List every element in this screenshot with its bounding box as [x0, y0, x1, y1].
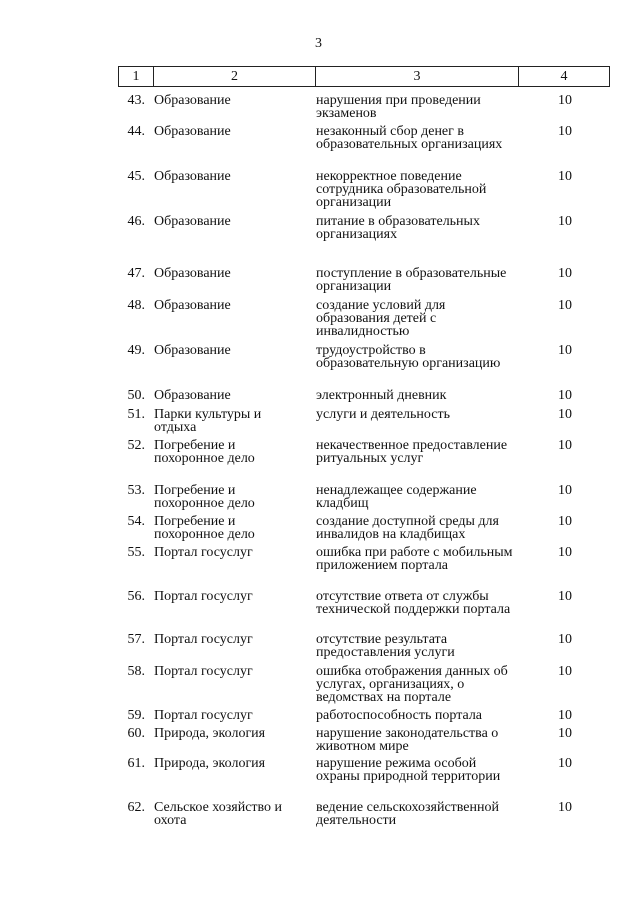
row-number: 51. [127, 407, 145, 422]
row-number: 57. [127, 632, 145, 647]
row-category: Погребение и похоронное дело [154, 514, 255, 542]
row-category: Образование [154, 343, 231, 358]
row-number: 56. [127, 589, 145, 604]
row-issue: отсутствие результата предоставления услуги [316, 632, 455, 660]
row-number: 62. [127, 800, 145, 815]
row-number: 61. [127, 756, 145, 771]
row-category: Портал госуслуг [154, 664, 253, 679]
row-issue: нарушение режима особой охраны природной территории [316, 756, 501, 784]
header-col-1: 1 [119, 67, 154, 87]
header-col-2: 2 [154, 67, 316, 87]
row-number: 46. [127, 214, 145, 229]
row-number: 43. [127, 93, 145, 108]
row-issue: незаконный сбор денег в образовательных организациях [316, 124, 503, 152]
row-category: Портал госуслуг [154, 589, 253, 604]
row-category: Природа, экология [154, 726, 266, 741]
row-category: Образование [154, 169, 231, 184]
row-count: 10 [558, 214, 572, 229]
row-issue: ведение сельскохозяйственной деятельности [316, 800, 499, 828]
row-category: Портал госуслуг [154, 632, 253, 647]
row-count: 10 [558, 632, 572, 647]
row-issue: ненадлежащее содержание кладбищ [316, 483, 477, 511]
row-count: 10 [558, 124, 572, 139]
row-count: 10 [558, 407, 572, 422]
row-count: 10 [558, 664, 572, 679]
row-number: 53. [127, 483, 145, 498]
row-number: 50. [127, 388, 145, 403]
row-count: 10 [558, 589, 572, 604]
header-col-3: 3 [316, 67, 519, 87]
table-header [118, 66, 610, 87]
page-number: 3 [315, 36, 322, 51]
row-number: 54. [127, 514, 145, 529]
row-count: 10 [558, 708, 572, 723]
row-category: Образование [154, 298, 231, 313]
row-issue: отсутствие ответа от службы технической поддержки портала [316, 589, 511, 617]
row-category: Погребение и похоронное дело [154, 438, 255, 466]
row-issue: работоспособность портала [316, 708, 483, 723]
row-count: 10 [558, 514, 572, 529]
row-category: Образование [154, 124, 231, 139]
row-count: 10 [558, 343, 572, 358]
row-issue: некорректное поведение сотрудника образовательной организации [316, 169, 487, 210]
row-category: Сельское хозяйство и охота [154, 800, 283, 828]
row-category: Портал госуслуг [154, 545, 253, 560]
row-count: 10 [558, 438, 572, 453]
row-category: Природа, экология [154, 756, 266, 771]
row-category: Образование [154, 93, 231, 108]
row-count: 10 [558, 483, 572, 498]
row-issue: некачественное предоставление ритуальных услуг [316, 438, 508, 466]
row-count: 10 [558, 545, 572, 560]
row-number: 44. [127, 124, 145, 139]
row-number: 49. [127, 343, 145, 358]
row-count: 10 [558, 298, 572, 313]
row-issue: питание в образовательных организациях [316, 214, 480, 242]
row-issue: ошибка отображения данных об услугах, организациях, о ведомствах на портале [316, 664, 508, 705]
row-category: Портал госуслуг [154, 708, 253, 723]
row-count: 10 [558, 756, 572, 771]
row-count: 10 [558, 93, 572, 108]
row-count: 10 [558, 266, 572, 281]
row-count: 10 [558, 388, 572, 403]
row-issue: нарушение законодательства о животном мире [316, 726, 499, 754]
row-issue: создание условий для образования детей с инвалидностью [316, 298, 446, 339]
row-issue: нарушения при проведении экзаменов [316, 93, 481, 121]
row-issue: поступление в образовательные организации [316, 266, 507, 294]
row-number: 52. [127, 438, 145, 453]
row-category: Образование [154, 266, 231, 281]
row-category: Образование [154, 214, 231, 229]
row-count: 10 [558, 726, 572, 741]
row-issue: ошибка при работе с мобильным приложением портала [316, 545, 513, 573]
row-category: Образование [154, 388, 231, 403]
row-number: 58. [127, 664, 145, 679]
row-number: 55. [127, 545, 145, 560]
row-number: 45. [127, 169, 145, 184]
row-count: 10 [558, 800, 572, 815]
row-category: Парки культуры и отдыха [154, 407, 262, 435]
row-issue: услуги и деятельность [316, 407, 450, 422]
row-count: 10 [558, 169, 572, 184]
row-issue: создание доступной среды для инвалидов на кладбищах [316, 514, 499, 542]
row-category: Погребение и похоронное дело [154, 483, 255, 511]
row-number: 60. [127, 726, 145, 741]
row-issue: электронный дневник [316, 388, 447, 403]
row-number: 47. [127, 266, 145, 281]
row-number: 59. [127, 708, 145, 723]
header-col-4: 4 [519, 67, 610, 87]
row-number: 48. [127, 298, 145, 313]
row-issue: трудоустройство в образовательную организацию [316, 343, 501, 371]
